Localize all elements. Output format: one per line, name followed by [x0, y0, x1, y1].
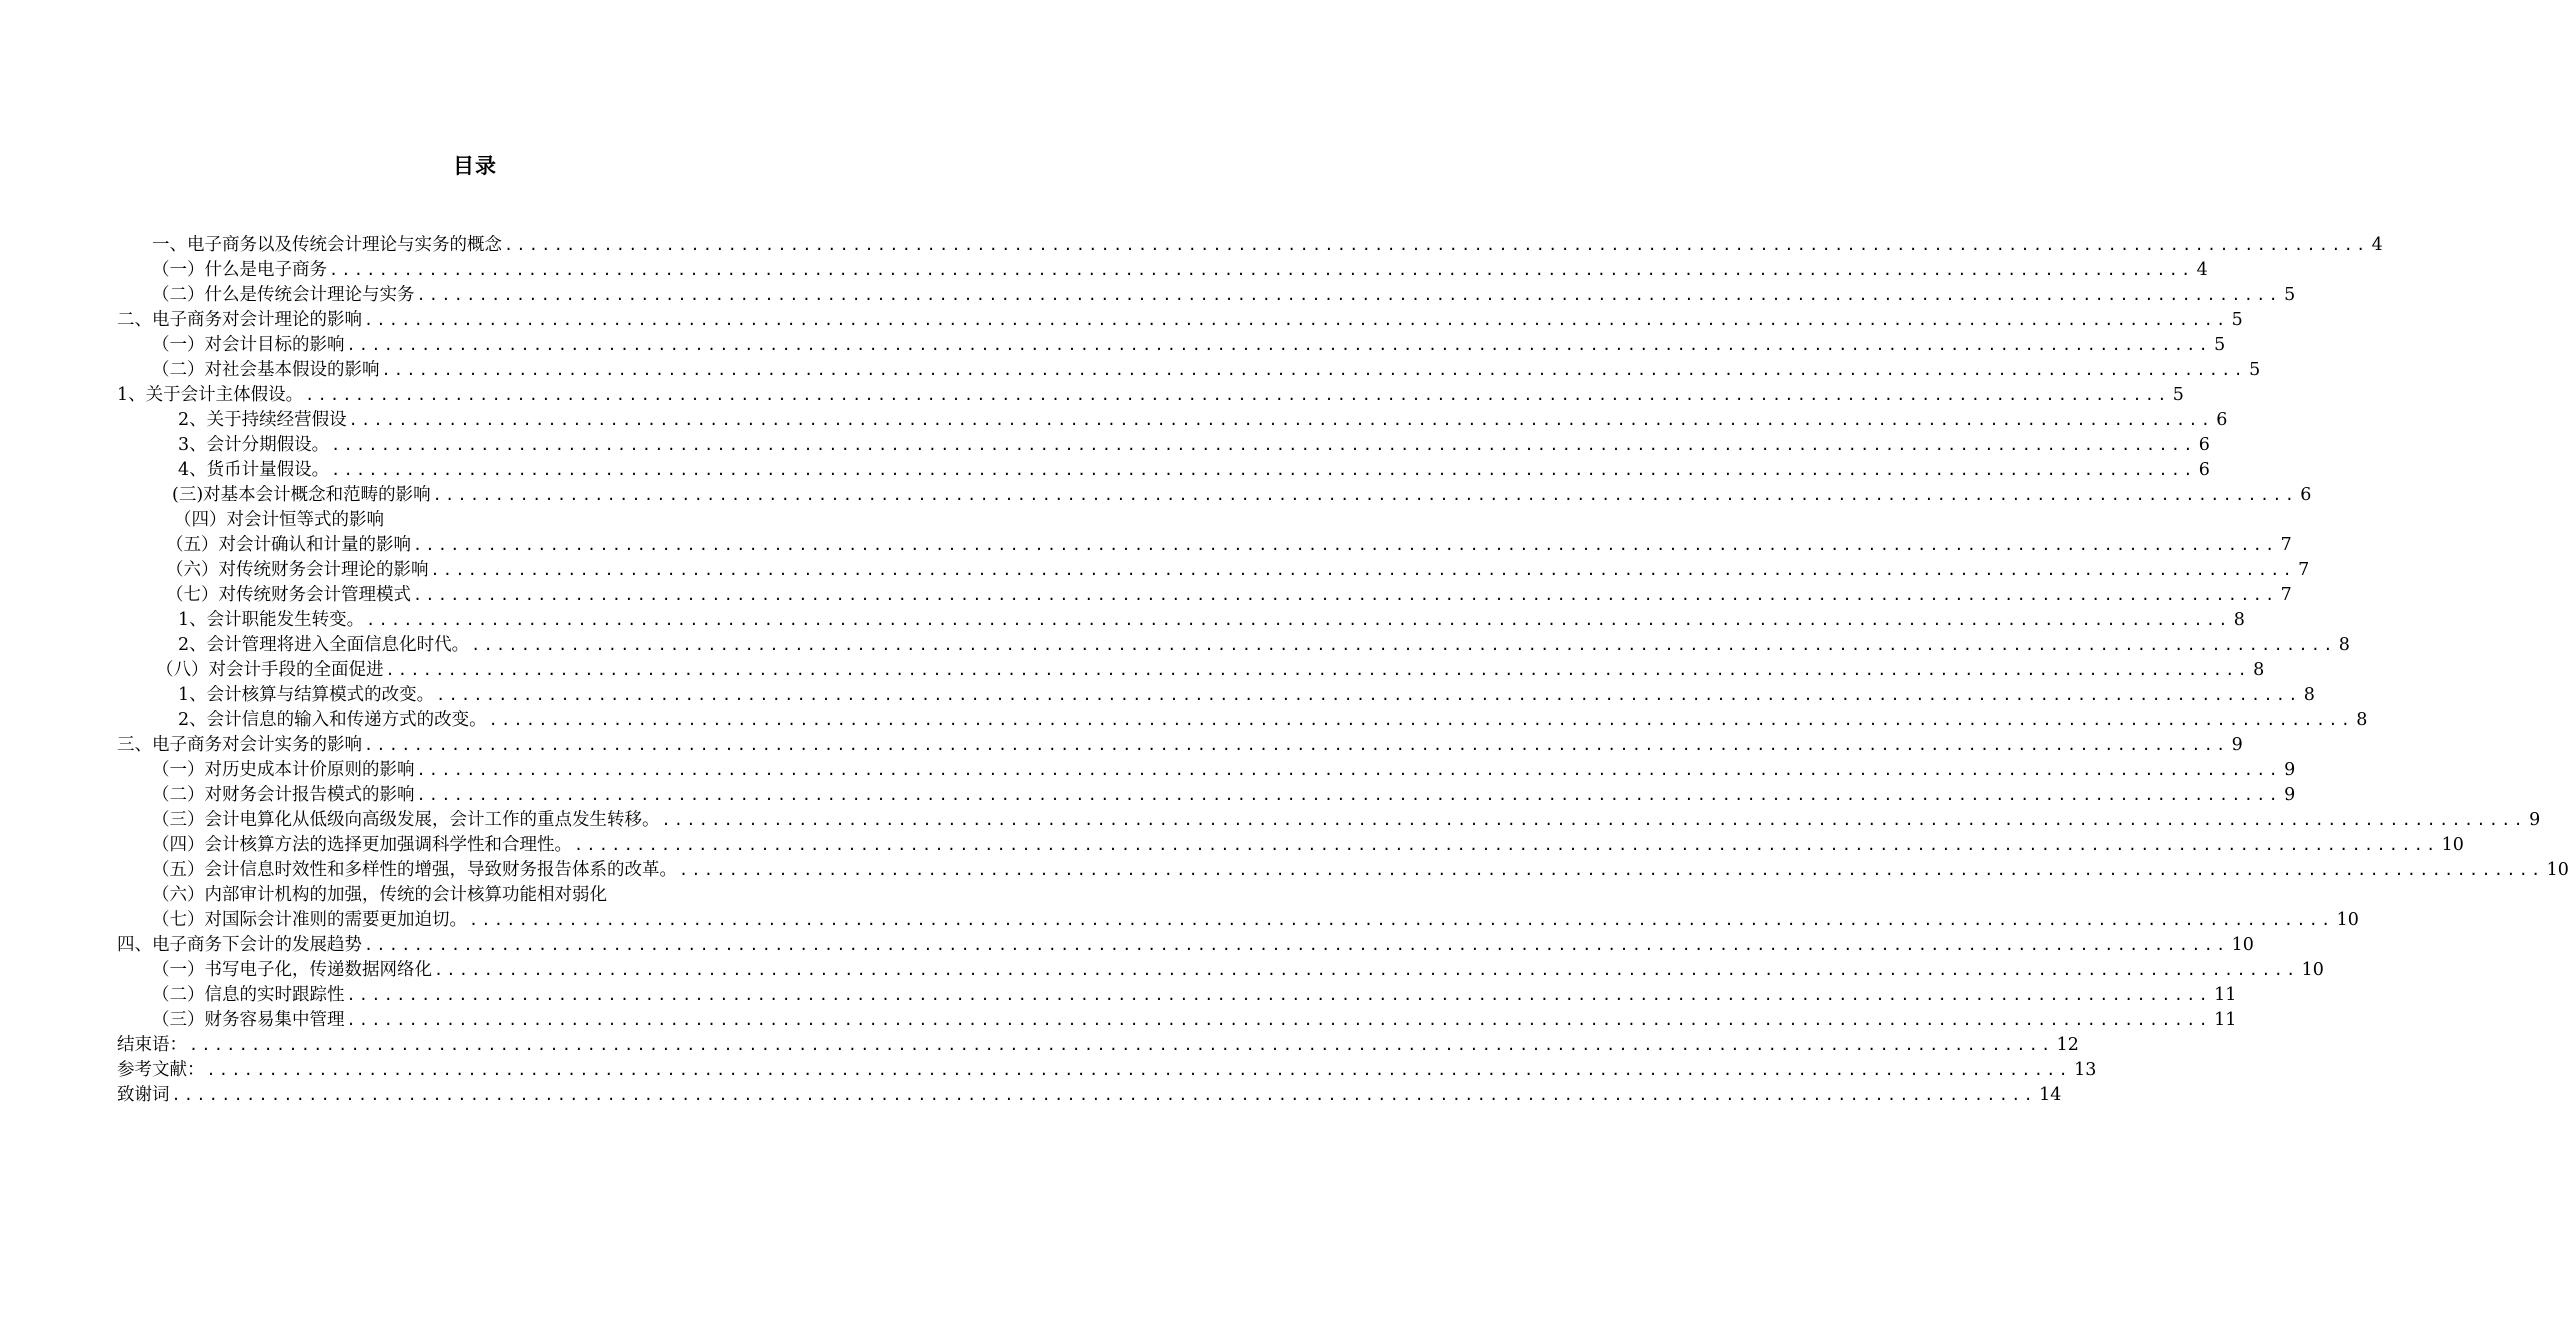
- toc-entry[interactable]: [152, 283, 2296, 307]
- toc-entry-text: （三）财务容易集中管理: [152, 1010, 345, 1030]
- toc-entry-text: （五）对会计确认和计量的影响: [166, 535, 411, 555]
- toc-entry-text: 参考文献：: [117, 1060, 205, 1080]
- dot-leader: ......................................................................................................................................................: [430, 561, 2296, 579]
- dot-leader: ......................................................................................................................................................: [661, 811, 2527, 829]
- dot-leader: ......................................................................................................................................................: [364, 936, 2229, 954]
- dot-leader: ......................................................................................................................................................: [434, 961, 2299, 979]
- toc-page-number: 11: [2214, 1010, 2237, 1030]
- toc-entry[interactable]: [172, 483, 2312, 507]
- toc-page-number: 10: [2336, 910, 2359, 930]
- dot-leader: ......................................................................................................................................................: [189, 1036, 2054, 1054]
- toc-page-number: 10: [2546, 860, 2569, 880]
- toc-entry[interactable]: [117, 1058, 2097, 1082]
- toc-entry[interactable]: [117, 733, 2243, 757]
- dot-leader: ......................................................................................................................................................: [416, 286, 2282, 304]
- toc-entry[interactable]: [174, 508, 574, 532]
- toc-entry[interactable]: [152, 258, 2208, 282]
- toc-entry[interactable]: [152, 908, 2359, 932]
- toc-page-number: 10: [2301, 960, 2324, 980]
- toc-page-number: 14: [2039, 1085, 2062, 1105]
- toc-page-number: 6: [2198, 435, 2210, 455]
- toc-page-number: 9: [2284, 760, 2296, 780]
- dot-leader: ......................................................................................................................................................: [346, 986, 2212, 1004]
- dot-leader: ......................................................................................................................................................: [413, 586, 2278, 604]
- toc-entry-text: （一）书写电子化，传递数据网络化: [152, 960, 432, 980]
- toc-entry-text: （二）信息的实时跟踪性: [152, 985, 345, 1005]
- toc-entry-text: （一）什么是电子商务: [152, 260, 327, 280]
- toc-entry[interactable]: [152, 233, 2383, 257]
- toc-page-number: 5: [2249, 360, 2261, 380]
- toc-entry-text: （二）对社会基本假设的影响: [152, 360, 380, 380]
- toc-title: 目录: [453, 154, 497, 178]
- toc-page-number: 8: [2253, 660, 2265, 680]
- toc-page-number: 6: [2216, 410, 2228, 430]
- toc-entry-text: （二）对财务会计报告模式的影响: [152, 785, 415, 805]
- dot-leader: ......................................................................................................................................................: [385, 661, 2251, 679]
- toc-page-number: 4: [2196, 260, 2208, 280]
- toc-page-number: 11: [2214, 985, 2237, 1005]
- toc-entry-text: （六）内部审计机构的加强，传统的会计核算功能相对弱化: [152, 885, 607, 905]
- toc-entry[interactable]: [117, 933, 2254, 957]
- toc-entry[interactable]: [166, 583, 2292, 607]
- toc-entry[interactable]: [152, 1008, 2237, 1032]
- toc-page-number: 5: [2214, 335, 2226, 355]
- toc-page-number: 8: [2233, 610, 2245, 630]
- toc-entry-text: 三、电子商务对会计实务的影响: [117, 735, 362, 755]
- toc-entry[interactable]: [117, 308, 2243, 332]
- toc-page-number: 8: [2303, 685, 2315, 705]
- toc-entry-text: （七）对传统财务会计管理模式: [166, 585, 411, 605]
- toc-entry-text: （二）什么是传统会计理论与实务: [152, 285, 415, 305]
- toc-entry-text: 1、关于会计主体假设。: [117, 385, 304, 405]
- toc-entry[interactable]: [152, 883, 772, 907]
- dot-leader: ......................................................................................................................................................: [206, 1061, 2072, 1079]
- dot-leader: ......................................................................................................................................................: [574, 836, 2439, 854]
- toc-page-number: 6: [2300, 485, 2312, 505]
- toc-entry-text: 1、会计核算与结算模式的改变。: [178, 685, 435, 705]
- dot-leader: ......................................................................................................................................................: [413, 536, 2278, 554]
- dot-leader: ......................................................................................................................................................: [171, 1086, 2037, 1104]
- dot-leader: ......................................................................................................................................................: [432, 486, 2298, 504]
- toc-page-number: 8: [2356, 710, 2368, 730]
- toc-entry-text: （五）会计信息时效性和多样性的增强，导致财务报告体系的改革。: [152, 860, 677, 880]
- toc-entry-text: （八）对会计手段的全面促进: [156, 660, 384, 680]
- toc-entry[interactable]: [152, 858, 2569, 882]
- toc-entry-text: （一）对历史成本计价原则的影响: [152, 760, 415, 780]
- dot-leader: ......................................................................................................................................................: [416, 761, 2282, 779]
- toc-entry-text: （四）会计核算方法的选择更加强调科学性和合理性。: [152, 835, 572, 855]
- toc-entry-text: （七）对国际会计准则的需要更加迫切。: [152, 910, 467, 930]
- toc-entry-text: （四）对会计恒等式的影响: [174, 510, 384, 530]
- toc-entry[interactable]: [178, 433, 2210, 457]
- dot-leader: ......................................................................................................................................................: [488, 711, 2354, 729]
- dot-leader: ......................................................................................................................................................: [416, 786, 2282, 804]
- toc-entry-text: 致谢词: [117, 1085, 170, 1105]
- toc-entry-text: 结束语：: [117, 1035, 187, 1055]
- toc-page-number: 8: [2338, 635, 2350, 655]
- dot-leader: ......................................................................................................................................................: [436, 686, 2301, 704]
- toc-page-number: 12: [2056, 1035, 2079, 1055]
- toc-entry-text: 2、关于持续经营假设: [178, 410, 347, 430]
- toc-page-number: 5: [2284, 285, 2296, 305]
- toc-page-number: 9: [2529, 810, 2541, 830]
- dot-leader: ......................................................................................................................................................: [469, 911, 2334, 929]
- toc-entry[interactable]: [178, 458, 2210, 482]
- dot-leader: ......................................................................................................................................................: [346, 1011, 2212, 1029]
- dot-leader: ......................................................................................................................................................: [366, 611, 2231, 629]
- toc-entry-text: 1、会计职能发生转变。: [178, 610, 365, 630]
- toc-entry-text: (三)对基本会计概念和范畴的影响: [172, 485, 431, 505]
- toc-entry-text: 2、会计信息的输入和传递方式的改变。: [178, 710, 487, 730]
- toc-entry[interactable]: [178, 633, 2350, 657]
- toc-entry[interactable]: [178, 608, 2245, 632]
- toc-entry[interactable]: [152, 358, 2261, 382]
- dot-leader: ......................................................................................................................................................: [364, 311, 2229, 329]
- toc-entry[interactable]: [166, 558, 2310, 582]
- toc-page-number: 10: [2441, 835, 2464, 855]
- dot-leader: ......................................................................................................................................................: [331, 436, 2196, 454]
- toc-entry-text: （一）对会计目标的影响: [152, 335, 345, 355]
- dot-leader: ......................................................................................................................................................: [329, 261, 2194, 279]
- toc-entry[interactable]: [152, 758, 2296, 782]
- toc-entry-text: 一、电子商务以及传统会计理论与实务的概念: [152, 235, 502, 255]
- dot-leader: ......................................................................................................................................................: [471, 636, 2336, 654]
- toc-entry[interactable]: [152, 833, 2464, 857]
- toc-page-number: 10: [2231, 935, 2254, 955]
- dot-leader: ......................................................................................................................................................: [305, 386, 2170, 404]
- dot-leader: ......................................................................................................................................................: [331, 461, 2196, 479]
- toc-entry[interactable]: [152, 958, 2324, 982]
- dot-leader: ......................................................................................................................................................: [679, 861, 2544, 879]
- dot-leader: ......................................................................................................................................................: [348, 411, 2214, 429]
- toc-entry[interactable]: [166, 533, 2292, 557]
- toc-entry-text: 3、会计分期假设。: [178, 435, 330, 455]
- toc-page-number: 9: [2231, 735, 2243, 755]
- toc-entry-text: （六）对传统财务会计理论的影响: [166, 560, 429, 580]
- toc-entry[interactable]: [178, 708, 2368, 732]
- toc-page-number: 13: [2074, 1060, 2097, 1080]
- toc-page-number: 4: [2371, 235, 2383, 255]
- toc-page-number: 6: [2198, 460, 2210, 480]
- toc-entry[interactable]: [117, 383, 2184, 407]
- toc-page-number: 5: [2172, 385, 2184, 405]
- toc-entry[interactable]: [117, 1033, 2079, 1057]
- toc-entry[interactable]: [178, 683, 2315, 707]
- toc-entry-text: 四、电子商务下会计的发展趋势: [117, 935, 362, 955]
- toc-entry[interactable]: [152, 333, 2226, 357]
- toc-page-number: 7: [2280, 535, 2292, 555]
- toc-entry[interactable]: [117, 1083, 2062, 1107]
- toc-entry-text: 2、会计管理将进入全面信息化时代。: [178, 635, 470, 655]
- toc-entry[interactable]: [178, 408, 2228, 432]
- toc-entry[interactable]: [152, 808, 2541, 832]
- toc-entry-text: 4、货币计量假设。: [178, 460, 330, 480]
- toc-page-number: 9: [2284, 785, 2296, 805]
- toc-page-number: 7: [2280, 585, 2292, 605]
- toc-entry-text: 二、电子商务对会计理论的影响: [117, 310, 362, 330]
- dot-leader: ......................................................................................................................................................: [504, 236, 2369, 254]
- dot-leader: ......................................................................................................................................................: [364, 736, 2229, 754]
- toc-entry[interactable]: [152, 783, 2296, 807]
- toc-page-number: 7: [2298, 560, 2310, 580]
- dot-leader: ......................................................................................................................................................: [381, 361, 2247, 379]
- toc-entry-text: （三）会计电算化从低级向高级发展，会计工作的重点发生转移。: [152, 810, 660, 830]
- toc-page-number: 5: [2231, 310, 2243, 330]
- toc-entry[interactable]: [152, 983, 2237, 1007]
- toc-entry[interactable]: [156, 658, 2265, 682]
- dot-leader: ......................................................................................................................................................: [346, 336, 2212, 354]
